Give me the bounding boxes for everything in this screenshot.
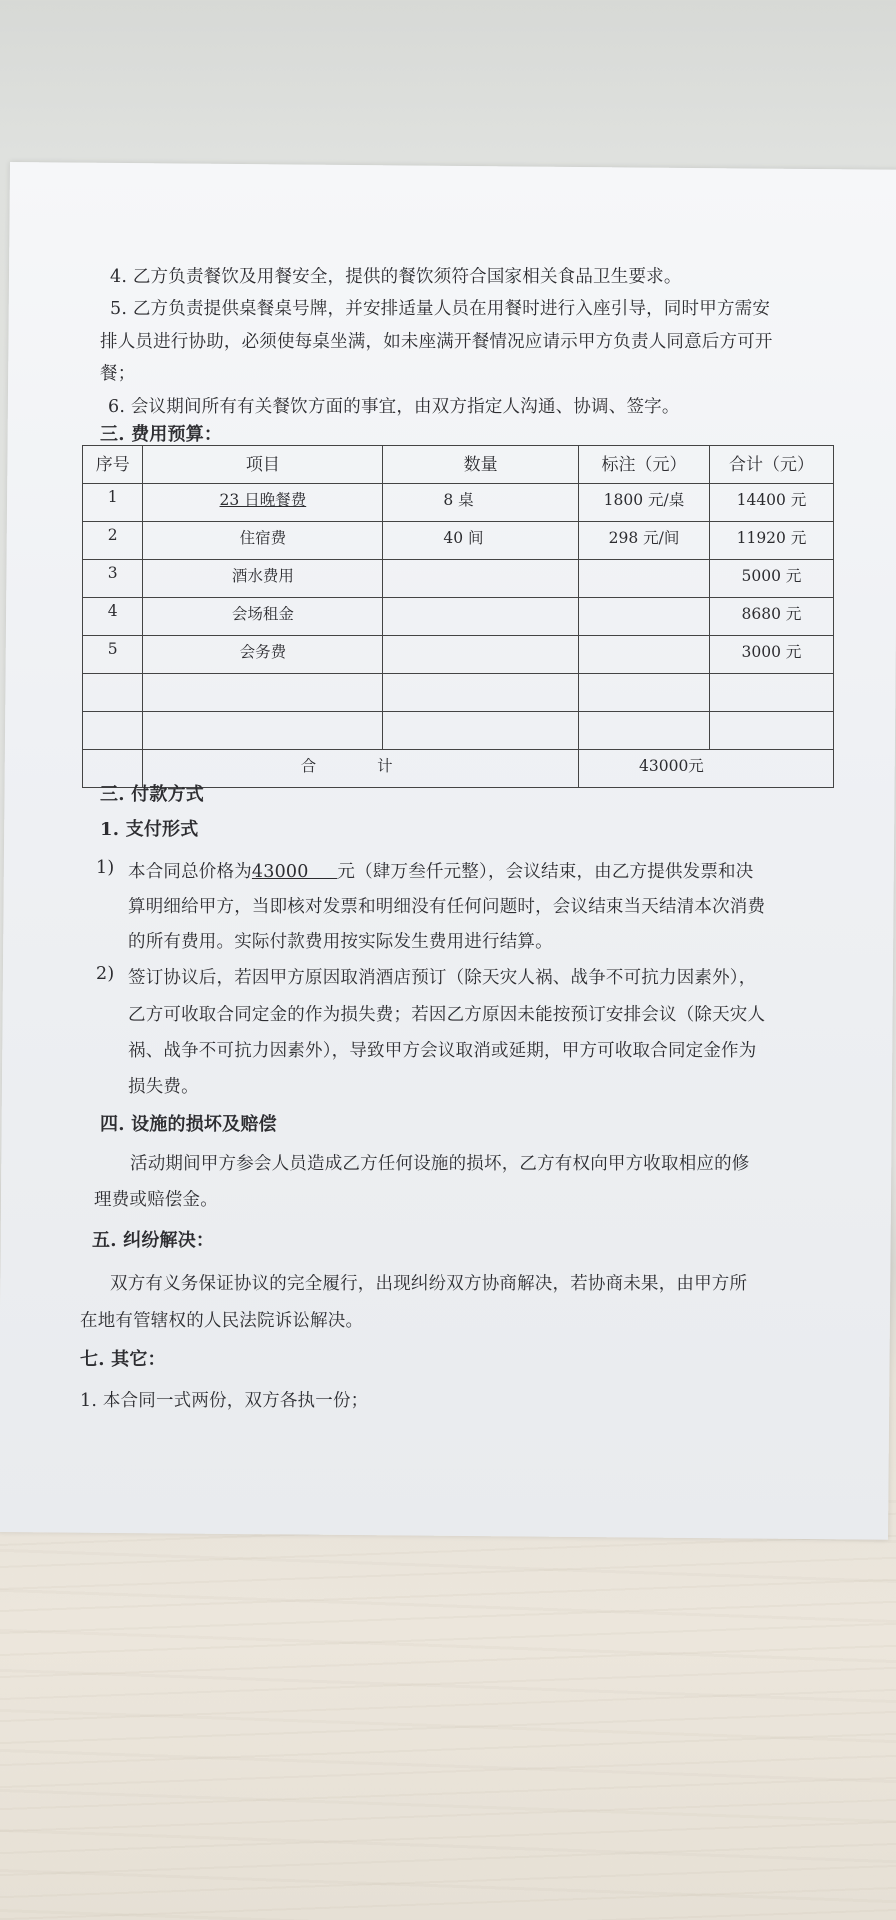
damage-line-1: 活动期间甲方参会人员造成乙方任何设施的损坏，乙方有权向甲方收取相应的修 bbox=[130, 1154, 750, 1174]
dispute-line-1: 双方有义务保证协议的完全履行，出现纠纷双方协商解决，若协商未果，由甲方所 bbox=[110, 1274, 748, 1294]
row-no: 4 bbox=[83, 598, 143, 636]
payment-heading: 三. 付款方式 bbox=[100, 784, 204, 805]
payment-sub-1: 1. 支付形式 bbox=[100, 819, 199, 840]
table-header-row bbox=[83, 446, 834, 484]
payment-item-2-line-2: 乙方可收取合同定金的作为损失费；若因乙方原因未能按预订安排会议（除天灾人 bbox=[128, 1005, 766, 1025]
clause-5-line-1: 5. 乙方负责提供桌餐桌号牌，并安排适量人员在用餐时进行入座引导，同时甲方需安 bbox=[110, 299, 771, 319]
row-item bbox=[143, 712, 383, 750]
table-row bbox=[83, 484, 834, 522]
row-note bbox=[579, 674, 710, 712]
row-item-text: 23 日晚餐费 bbox=[219, 491, 307, 509]
row-no bbox=[83, 674, 143, 712]
payment-item-1-line-2: 算明细给甲方，当即核对发票和明细没有任何问题时，会议结束当天结清本次消费 bbox=[128, 897, 766, 917]
row-item: 会务费 bbox=[143, 636, 383, 674]
sum-value: 43000元 bbox=[579, 750, 834, 788]
row-no: 3 bbox=[83, 560, 143, 598]
row-qty: 8 桌 bbox=[383, 484, 579, 522]
row-item: 酒水费用 bbox=[143, 560, 383, 598]
row-note: 298 元/间 bbox=[579, 522, 710, 560]
other-line-1: 1. 本合同一式两份，双方各执一份； bbox=[80, 1391, 369, 1411]
row-no: 1 bbox=[83, 484, 143, 522]
row-qty: 40 间 bbox=[383, 522, 579, 560]
table-row bbox=[83, 712, 834, 750]
dispute-line-2: 在地有管辖权的人民法院诉讼解决。 bbox=[80, 1311, 364, 1331]
row-note: 1800 元/桌 bbox=[579, 484, 710, 522]
row-total: 3000 元 bbox=[709, 636, 833, 674]
row-note bbox=[579, 636, 710, 674]
payment-text-post: 元（肆万叁仟元整），会议结束，由乙方提供发票和决 bbox=[337, 862, 754, 882]
budget-table bbox=[82, 445, 834, 788]
row-note bbox=[579, 598, 710, 636]
table-row bbox=[83, 674, 834, 712]
clause-4: 4. 乙方负责餐饮及用餐安全，提供的餐饮须符合国家相关食品卫生要求。 bbox=[110, 267, 682, 287]
clause-5-line-3: 餐； bbox=[100, 364, 136, 384]
row-no: 5 bbox=[83, 636, 143, 674]
payment-item-1-line-3: 的所有费用。实际付款费用按实际发生费用进行结算。 bbox=[128, 932, 553, 952]
table-row bbox=[83, 598, 834, 636]
clause-5-line-2: 排人员进行协助，必须使每桌坐满，如未座满开餐情况应请示甲方负责人同意后方可开 bbox=[100, 332, 773, 352]
row-note bbox=[579, 712, 710, 750]
row-note bbox=[579, 560, 710, 598]
payment-item-1-line-1 bbox=[128, 858, 753, 883]
row-item: 住宿费 bbox=[143, 522, 383, 560]
payment-item-2-number: 2) bbox=[96, 964, 115, 984]
row-item bbox=[143, 484, 383, 522]
row-total bbox=[709, 674, 833, 712]
payment-item-2-line-1: 签订协议后，若因甲方原因取消酒店预订（除天灾人祸、战争不可抗力因素外）， bbox=[128, 968, 757, 988]
sum-label: 合 计 bbox=[143, 750, 579, 788]
row-qty bbox=[383, 598, 579, 636]
row-qty bbox=[383, 636, 579, 674]
table-surface bbox=[0, 1500, 896, 1920]
budget-heading: 三. 费用预算： bbox=[100, 424, 223, 445]
col-header-note: 标注（元） bbox=[579, 446, 710, 484]
row-item: 会场租金 bbox=[143, 598, 383, 636]
payment-item-2-line-4: 损失费。 bbox=[128, 1077, 199, 1097]
payment-item-2-line-3: 祸、战争不可抗力因素外），导致甲方会议取消或延期，甲方可收取合同定金作为 bbox=[128, 1041, 757, 1061]
dispute-heading: 五. 纠纷解决： bbox=[92, 1230, 215, 1251]
payment-text-pre: 本合同总价格为 bbox=[128, 862, 252, 882]
row-qty bbox=[383, 560, 579, 598]
row-total: 14400 元 bbox=[709, 484, 833, 522]
row-total: 8680 元 bbox=[709, 598, 833, 636]
payment-amount: 43000 bbox=[251, 862, 338, 882]
payment-item-1-number: 1) bbox=[96, 858, 115, 878]
other-heading: 七. 其它： bbox=[80, 1349, 166, 1370]
row-qty bbox=[383, 712, 579, 750]
row-total: 11920 元 bbox=[709, 522, 833, 560]
row-total bbox=[709, 712, 833, 750]
clause-6: 6. 会议期间所有有关餐饮方面的事宜，由双方指定人沟通、协调、签字。 bbox=[108, 397, 680, 417]
table-row bbox=[83, 522, 834, 560]
col-header-item: 项目 bbox=[143, 446, 383, 484]
col-header-total: 合计（元） bbox=[709, 446, 833, 484]
row-qty bbox=[383, 674, 579, 712]
col-header-qty: 数量 bbox=[383, 446, 579, 484]
table-row bbox=[83, 636, 834, 674]
col-header-no: 序号 bbox=[83, 446, 143, 484]
damage-heading: 四. 设施的损坏及赔偿 bbox=[100, 1114, 277, 1135]
row-no: 2 bbox=[83, 522, 143, 560]
table-row bbox=[83, 560, 834, 598]
damage-line-2: 理费或赔偿金。 bbox=[94, 1190, 218, 1210]
row-no bbox=[83, 712, 143, 750]
row-item bbox=[143, 674, 383, 712]
row-total: 5000 元 bbox=[709, 560, 833, 598]
